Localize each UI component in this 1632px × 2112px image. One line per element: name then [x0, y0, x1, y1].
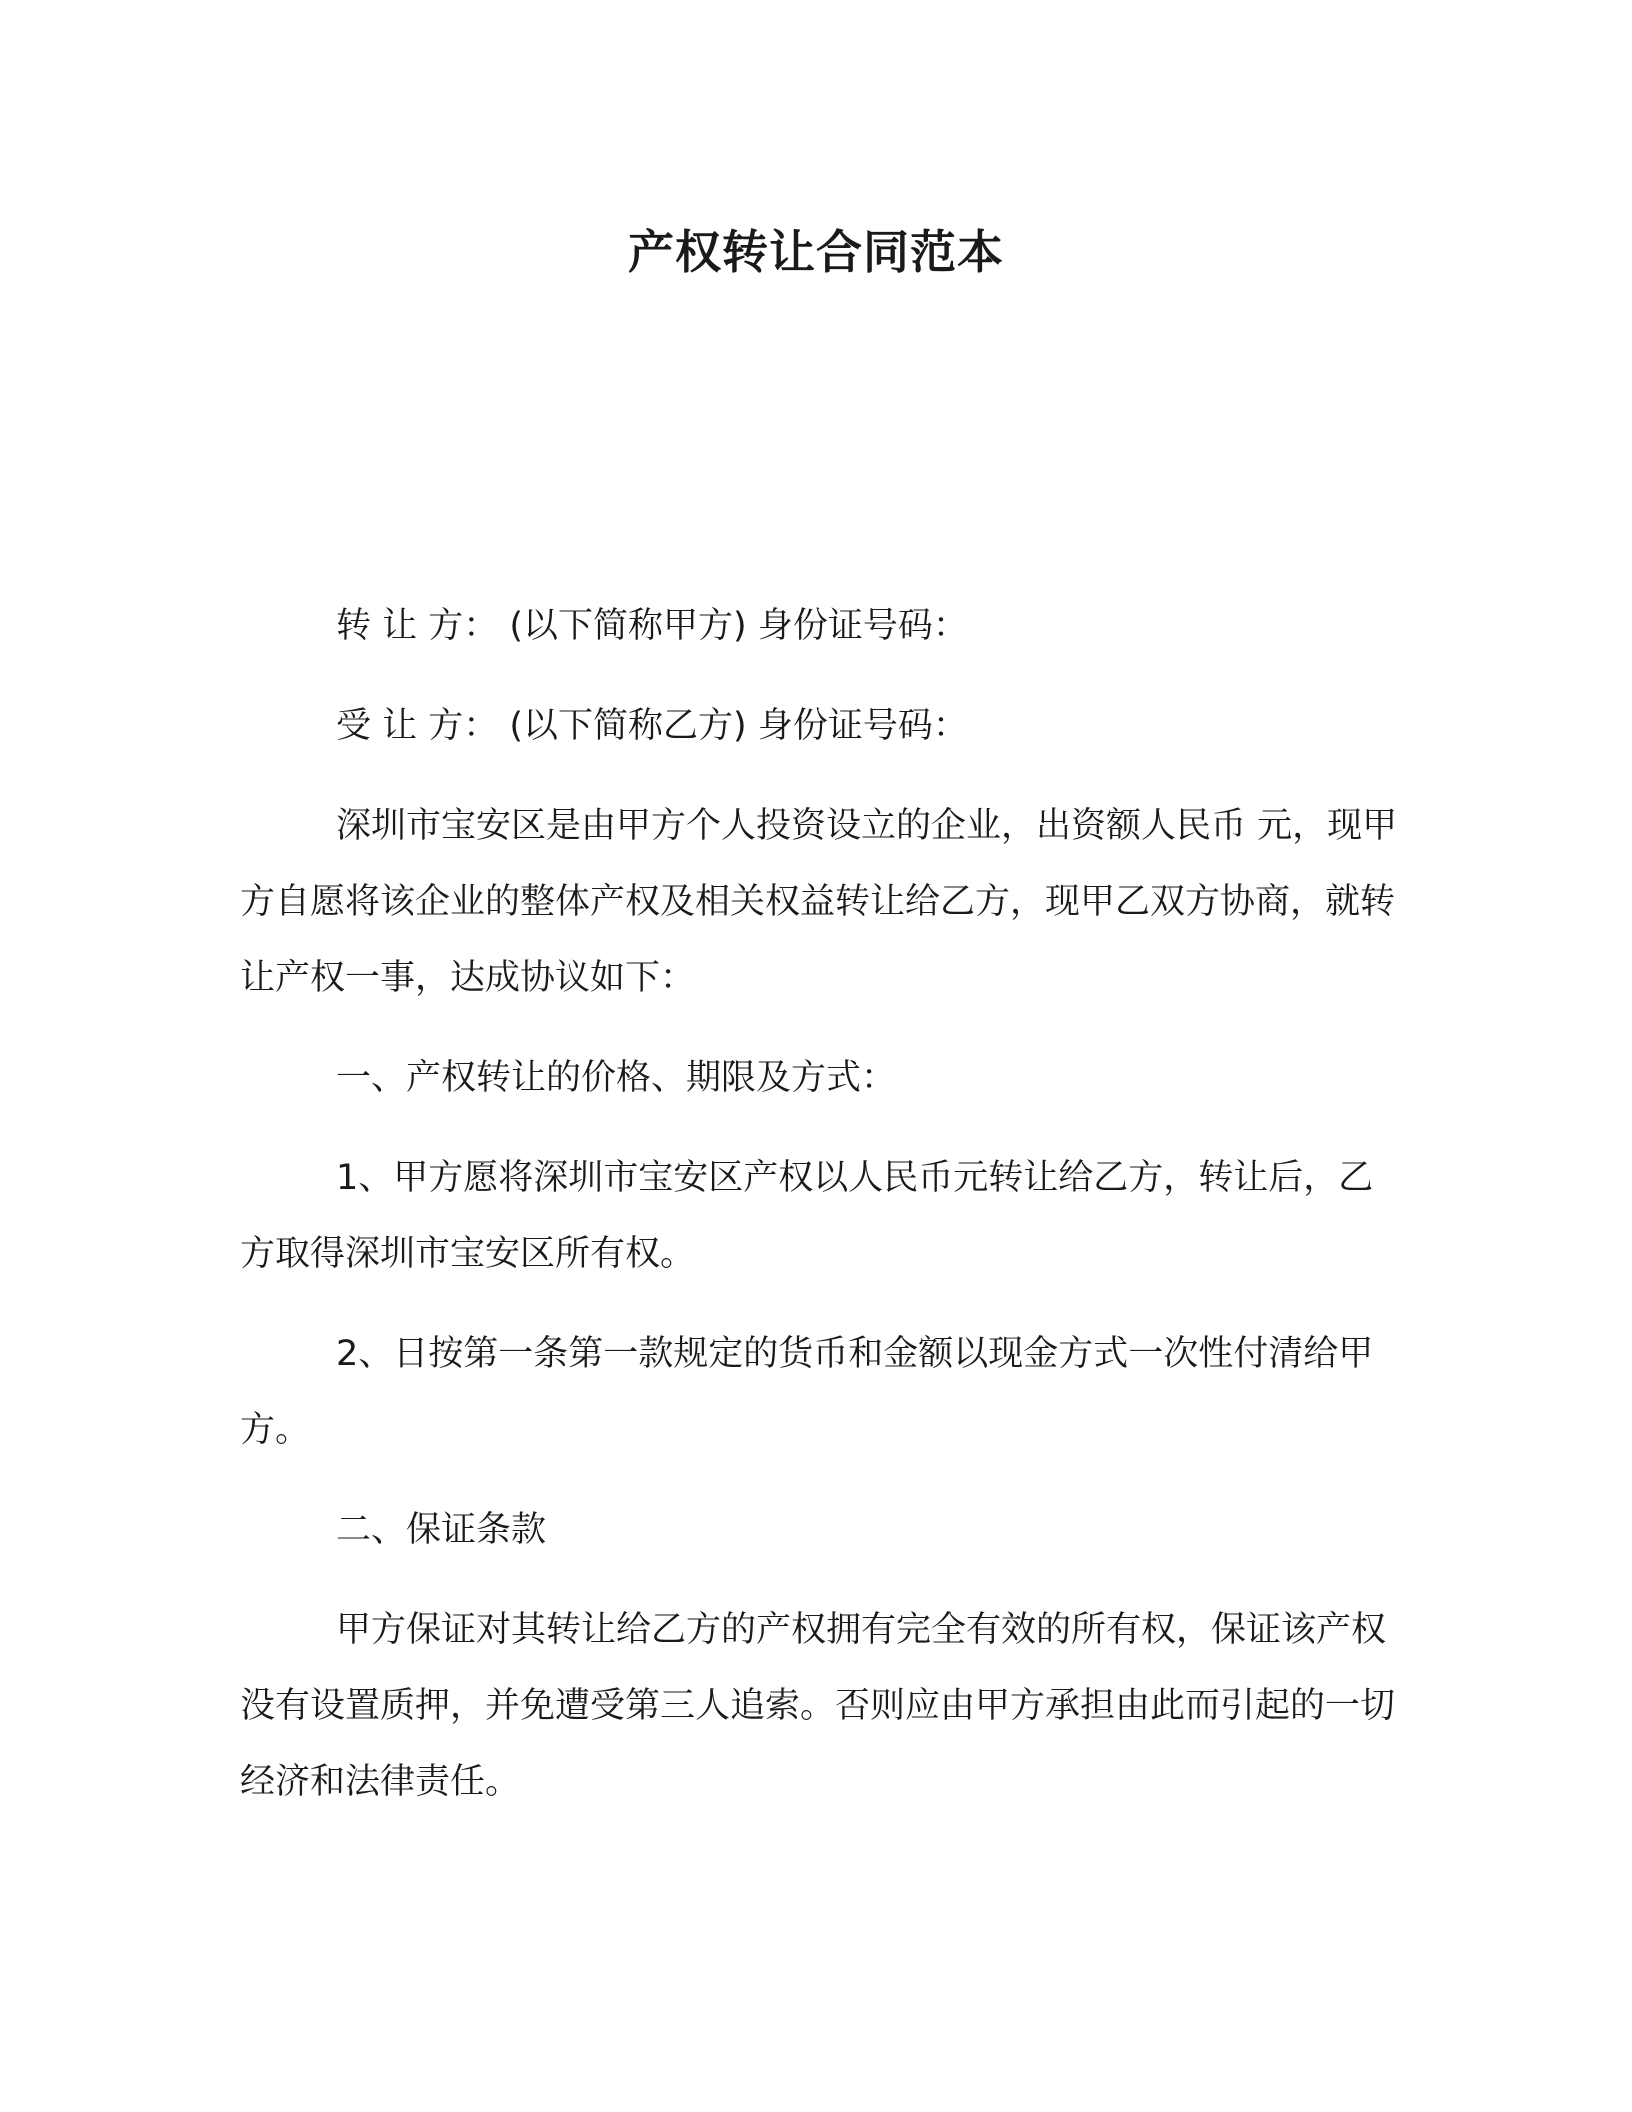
transferor-line: 转 让 方： (以下简称甲方) 身份证号码：: [336, 606, 968, 646]
section-2-paragraph: 甲方保证对其转让给乙方的产权拥有完全有效的所有权，保证该产权没有设置质押，并免遭受第三人追索。否则应由甲方承担由此而引起的一切经济和法律责任。: [240, 1610, 1396, 1802]
transferee-line: 受 让 方： (以下简称乙方) 身份证号码：: [336, 706, 968, 746]
document-title: 产权转让合同范本: [628, 225, 1004, 279]
section-1-item-1: 1、甲方愿将深圳市宝安区产权以人民币元转让给乙方，转让后，乙方取得深圳市宝安区所有权。: [240, 1158, 1374, 1274]
section-2-heading: 二、保证条款: [336, 1510, 547, 1550]
document-body: [240, 588, 1402, 1844]
intro-paragraph: 深圳市宝安区是由甲方个人投资设立的企业，出资额人民币 元，现甲方自愿将该企业的整体产权及相关权益转让给乙方，现甲乙双方协商，就转让产权一事，达成协议如下：: [240, 806, 1398, 998]
section-1-heading: 一、产权转让的价格、期限及方式：: [336, 1058, 897, 1098]
section-1-item-2: 2、日按第一条第一款规定的货币和金额以现金方式一次性付清给甲方。: [240, 1334, 1374, 1450]
